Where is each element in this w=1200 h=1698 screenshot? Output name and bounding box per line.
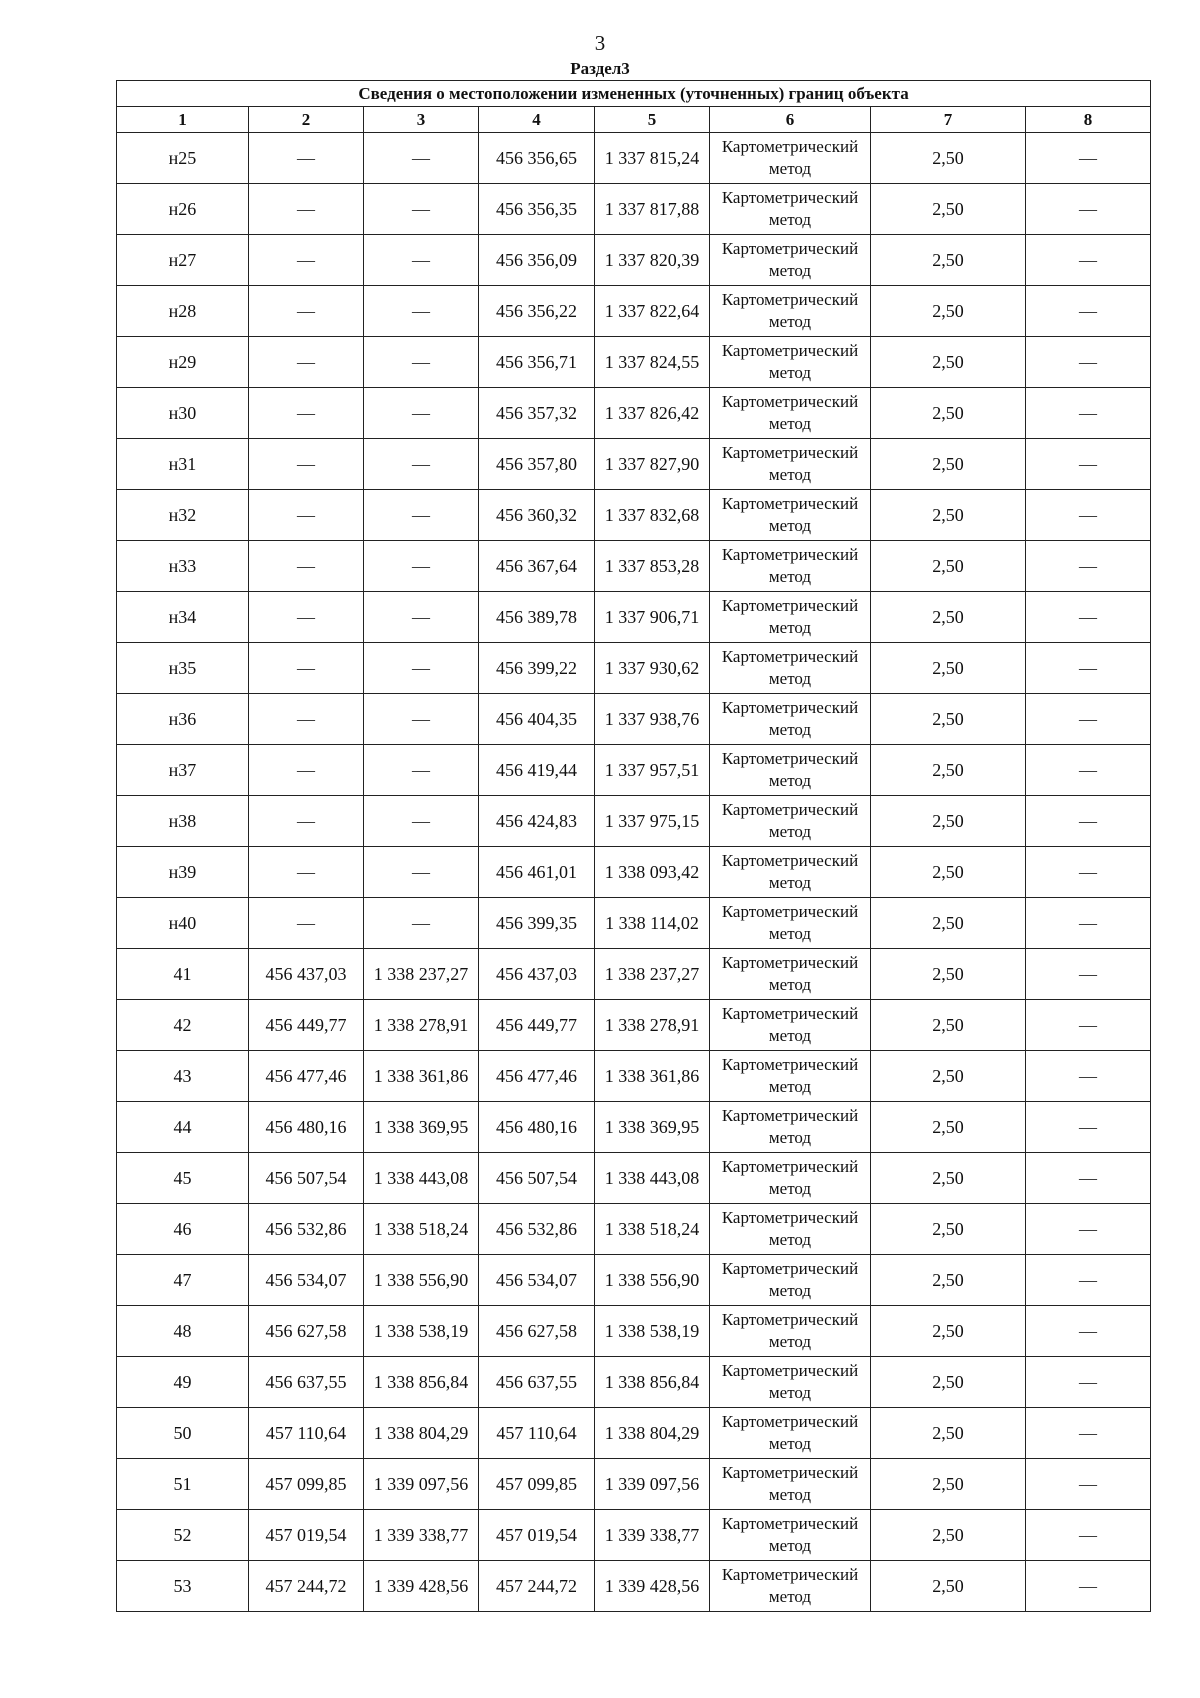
new-x-cell: 456 399,35 (479, 898, 595, 949)
new-y-cell: 1 338 237,27 (595, 949, 710, 1000)
old-x-cell: — (249, 490, 364, 541)
note-cell: — (1026, 1306, 1151, 1357)
accuracy-cell: 2,50 (871, 1153, 1026, 1204)
new-x-cell: 456 356,35 (479, 184, 595, 235)
table-caption: Сведения о местоположении измененных (уточненных) границ объекта (117, 81, 1151, 107)
table-row (117, 1255, 1151, 1306)
column-header-8: 8 (1026, 107, 1151, 133)
note-cell: — (1026, 847, 1151, 898)
accuracy-cell: 2,50 (871, 796, 1026, 847)
new-x-cell: 456 507,54 (479, 1153, 595, 1204)
new-y-cell: 1 337 824,55 (595, 337, 710, 388)
old-y-cell: — (364, 439, 479, 490)
table-row (117, 898, 1151, 949)
boundary-coordinates-table (116, 80, 1151, 1612)
old-x-cell: 457 099,85 (249, 1459, 364, 1510)
method-cell: Картометрический метод (710, 1153, 871, 1204)
note-cell: — (1026, 1000, 1151, 1051)
table-body (117, 133, 1151, 1612)
old-y-cell: — (364, 694, 479, 745)
accuracy-cell: 2,50 (871, 1408, 1026, 1459)
old-x-cell: — (249, 847, 364, 898)
column-header-7: 7 (871, 107, 1026, 133)
table-row (117, 1561, 1151, 1612)
old-y-cell: 1 338 278,91 (364, 1000, 479, 1051)
point-id-cell: н38 (117, 796, 249, 847)
old-x-cell: — (249, 796, 364, 847)
point-id-cell: н29 (117, 337, 249, 388)
point-id-cell: н37 (117, 745, 249, 796)
old-y-cell: — (364, 490, 479, 541)
note-cell: — (1026, 1459, 1151, 1510)
old-x-cell: — (249, 184, 364, 235)
accuracy-cell: 2,50 (871, 1000, 1026, 1051)
method-cell: Картометрический метод (710, 847, 871, 898)
old-x-cell: 456 532,86 (249, 1204, 364, 1255)
accuracy-cell: 2,50 (871, 133, 1026, 184)
old-y-cell: 1 338 361,86 (364, 1051, 479, 1102)
new-x-cell: 456 419,44 (479, 745, 595, 796)
accuracy-cell: 2,50 (871, 898, 1026, 949)
method-cell: Картометрический метод (710, 694, 871, 745)
method-cell: Картометрический метод (710, 1510, 871, 1561)
table-row (117, 1102, 1151, 1153)
new-x-cell: 456 356,65 (479, 133, 595, 184)
method-cell: Картометрический метод (710, 1102, 871, 1153)
column-header-4: 4 (479, 107, 595, 133)
new-x-cell: 456 360,32 (479, 490, 595, 541)
new-x-cell: 456 356,71 (479, 337, 595, 388)
new-y-cell: 1 337 938,76 (595, 694, 710, 745)
new-y-cell: 1 338 443,08 (595, 1153, 710, 1204)
old-y-cell: — (364, 592, 479, 643)
old-x-cell: — (249, 694, 364, 745)
old-y-cell: — (364, 898, 479, 949)
table-row (117, 745, 1151, 796)
old-x-cell: — (249, 133, 364, 184)
point-id-cell: н33 (117, 541, 249, 592)
new-x-cell: 456 461,01 (479, 847, 595, 898)
method-cell: Картометрический метод (710, 1561, 871, 1612)
note-cell: — (1026, 1255, 1151, 1306)
old-x-cell: 456 627,58 (249, 1306, 364, 1357)
point-id-cell: н34 (117, 592, 249, 643)
method-cell: Картометрический метод (710, 643, 871, 694)
point-id-cell: 49 (117, 1357, 249, 1408)
note-cell: — (1026, 745, 1151, 796)
old-y-cell: 1 338 237,27 (364, 949, 479, 1000)
accuracy-cell: 2,50 (871, 235, 1026, 286)
new-x-cell: 456 367,64 (479, 541, 595, 592)
old-y-cell: — (364, 184, 479, 235)
table-row (117, 235, 1151, 286)
table-row (117, 541, 1151, 592)
method-cell: Картометрический метод (710, 592, 871, 643)
old-y-cell: — (364, 133, 479, 184)
new-y-cell: 1 338 518,24 (595, 1204, 710, 1255)
new-y-cell: 1 338 114,02 (595, 898, 710, 949)
method-cell: Картометрический метод (710, 1204, 871, 1255)
old-x-cell: — (249, 388, 364, 439)
new-y-cell: 1 337 820,39 (595, 235, 710, 286)
new-x-cell: 456 356,22 (479, 286, 595, 337)
method-cell: Картометрический метод (710, 235, 871, 286)
new-y-cell: 1 338 556,90 (595, 1255, 710, 1306)
column-header-row (117, 107, 1151, 133)
old-x-cell: 456 477,46 (249, 1051, 364, 1102)
table-row (117, 694, 1151, 745)
new-y-cell: 1 339 338,77 (595, 1510, 710, 1561)
point-id-cell: 50 (117, 1408, 249, 1459)
new-y-cell: 1 337 930,62 (595, 643, 710, 694)
old-x-cell: 456 437,03 (249, 949, 364, 1000)
accuracy-cell: 2,50 (871, 490, 1026, 541)
section-title: Раздел3 (570, 59, 630, 78)
new-y-cell: 1 338 093,42 (595, 847, 710, 898)
point-id-cell: н27 (117, 235, 249, 286)
old-x-cell: — (249, 439, 364, 490)
table-row (117, 643, 1151, 694)
accuracy-cell: 2,50 (871, 745, 1026, 796)
accuracy-cell: 2,50 (871, 592, 1026, 643)
note-cell: — (1026, 439, 1151, 490)
point-id-cell: н31 (117, 439, 249, 490)
method-cell: Картометрический метод (710, 337, 871, 388)
new-y-cell: 1 337 815,24 (595, 133, 710, 184)
accuracy-cell: 2,50 (871, 694, 1026, 745)
old-y-cell: — (364, 643, 479, 694)
method-cell: Картометрический метод (710, 490, 871, 541)
new-y-cell: 1 338 538,19 (595, 1306, 710, 1357)
old-x-cell: — (249, 592, 364, 643)
point-id-cell: 41 (117, 949, 249, 1000)
accuracy-cell: 2,50 (871, 949, 1026, 1000)
old-x-cell: — (249, 745, 364, 796)
table-row (117, 388, 1151, 439)
new-x-cell: 457 019,54 (479, 1510, 595, 1561)
method-cell: Картометрический метод (710, 1255, 871, 1306)
new-y-cell: 1 337 957,51 (595, 745, 710, 796)
table-row (117, 1153, 1151, 1204)
point-id-cell: н28 (117, 286, 249, 337)
point-id-cell: н25 (117, 133, 249, 184)
accuracy-cell: 2,50 (871, 1102, 1026, 1153)
old-y-cell: — (364, 286, 479, 337)
old-y-cell: — (364, 235, 479, 286)
note-cell: — (1026, 1561, 1151, 1612)
table-row (117, 337, 1151, 388)
new-x-cell: 457 110,64 (479, 1408, 595, 1459)
old-y-cell: — (364, 541, 479, 592)
table-row (117, 1306, 1151, 1357)
old-x-cell: — (249, 235, 364, 286)
accuracy-cell: 2,50 (871, 1051, 1026, 1102)
method-cell: Картометрический метод (710, 541, 871, 592)
table-row (117, 1510, 1151, 1561)
method-cell: Картометрический метод (710, 1408, 871, 1459)
point-id-cell: 52 (117, 1510, 249, 1561)
old-y-cell: 1 338 369,95 (364, 1102, 479, 1153)
method-cell: Картометрический метод (710, 1357, 871, 1408)
note-cell: — (1026, 388, 1151, 439)
old-y-cell: — (364, 745, 479, 796)
note-cell: — (1026, 796, 1151, 847)
accuracy-cell: 2,50 (871, 1204, 1026, 1255)
note-cell: — (1026, 1204, 1151, 1255)
old-y-cell: 1 338 443,08 (364, 1153, 479, 1204)
table-row (117, 1000, 1151, 1051)
point-id-cell: 43 (117, 1051, 249, 1102)
old-x-cell: 456 480,16 (249, 1102, 364, 1153)
table-row (117, 1051, 1151, 1102)
new-x-cell: 456 356,09 (479, 235, 595, 286)
new-y-cell: 1 338 361,86 (595, 1051, 710, 1102)
method-cell: Картометрический метод (710, 1051, 871, 1102)
new-y-cell: 1 338 804,29 (595, 1408, 710, 1459)
old-x-cell: — (249, 643, 364, 694)
new-x-cell: 456 389,78 (479, 592, 595, 643)
old-x-cell: — (249, 898, 364, 949)
point-id-cell: 44 (117, 1102, 249, 1153)
new-y-cell: 1 337 975,15 (595, 796, 710, 847)
column-header-1: 1 (117, 107, 249, 133)
old-y-cell: 1 338 518,24 (364, 1204, 479, 1255)
method-cell: Картометрический метод (710, 133, 871, 184)
accuracy-cell: 2,50 (871, 1561, 1026, 1612)
note-cell: — (1026, 337, 1151, 388)
note-cell: — (1026, 949, 1151, 1000)
accuracy-cell: 2,50 (871, 184, 1026, 235)
new-x-cell: 457 099,85 (479, 1459, 595, 1510)
table-row (117, 490, 1151, 541)
table-row (117, 592, 1151, 643)
table-row (117, 796, 1151, 847)
new-x-cell: 456 437,03 (479, 949, 595, 1000)
column-header-6: 6 (710, 107, 871, 133)
column-header-5: 5 (595, 107, 710, 133)
note-cell: — (1026, 235, 1151, 286)
note-cell: — (1026, 490, 1151, 541)
new-x-cell: 456 477,46 (479, 1051, 595, 1102)
table-row (117, 1459, 1151, 1510)
old-y-cell: 1 339 428,56 (364, 1561, 479, 1612)
old-x-cell: 456 449,77 (249, 1000, 364, 1051)
point-id-cell: н40 (117, 898, 249, 949)
point-id-cell: 47 (117, 1255, 249, 1306)
note-cell: — (1026, 1357, 1151, 1408)
new-y-cell: 1 338 278,91 (595, 1000, 710, 1051)
new-y-cell: 1 337 826,42 (595, 388, 710, 439)
point-id-cell: 45 (117, 1153, 249, 1204)
point-id-cell: н36 (117, 694, 249, 745)
point-id-cell: 42 (117, 1000, 249, 1051)
new-y-cell: 1 337 817,88 (595, 184, 710, 235)
table-row (117, 439, 1151, 490)
method-cell: Картометрический метод (710, 949, 871, 1000)
old-x-cell: — (249, 337, 364, 388)
new-x-cell: 456 424,83 (479, 796, 595, 847)
new-y-cell: 1 337 827,90 (595, 439, 710, 490)
old-y-cell: 1 339 338,77 (364, 1510, 479, 1561)
column-header-3: 3 (364, 107, 479, 133)
old-x-cell: 456 637,55 (249, 1357, 364, 1408)
note-cell: — (1026, 1153, 1151, 1204)
new-x-cell: 456 532,86 (479, 1204, 595, 1255)
old-x-cell: — (249, 286, 364, 337)
old-y-cell: — (364, 337, 479, 388)
new-y-cell: 1 337 832,68 (595, 490, 710, 541)
method-cell: Картометрический метод (710, 1459, 871, 1510)
method-cell: Картометрический метод (710, 388, 871, 439)
new-x-cell: 456 627,58 (479, 1306, 595, 1357)
point-id-cell: н30 (117, 388, 249, 439)
page-number: 3 (594, 31, 606, 55)
table-row (117, 847, 1151, 898)
note-cell: — (1026, 694, 1151, 745)
table-row (117, 1408, 1151, 1459)
table-row (117, 286, 1151, 337)
new-x-cell: 456 637,55 (479, 1357, 595, 1408)
new-x-cell: 456 480,16 (479, 1102, 595, 1153)
table-row (117, 1204, 1151, 1255)
accuracy-cell: 2,50 (871, 439, 1026, 490)
note-cell: — (1026, 1408, 1151, 1459)
accuracy-cell: 2,50 (871, 1459, 1026, 1510)
note-cell: — (1026, 184, 1151, 235)
table-row (117, 133, 1151, 184)
method-cell: Картометрический метод (710, 898, 871, 949)
note-cell: — (1026, 1051, 1151, 1102)
old-x-cell: 456 534,07 (249, 1255, 364, 1306)
point-id-cell: н39 (117, 847, 249, 898)
note-cell: — (1026, 898, 1151, 949)
point-id-cell: 51 (117, 1459, 249, 1510)
point-id-cell: н35 (117, 643, 249, 694)
note-cell: — (1026, 286, 1151, 337)
note-cell: — (1026, 592, 1151, 643)
old-x-cell: 457 110,64 (249, 1408, 364, 1459)
old-y-cell: — (364, 847, 479, 898)
old-y-cell: 1 338 556,90 (364, 1255, 479, 1306)
method-cell: Картометрический метод (710, 796, 871, 847)
new-y-cell: 1 339 097,56 (595, 1459, 710, 1510)
accuracy-cell: 2,50 (871, 388, 1026, 439)
new-y-cell: 1 339 428,56 (595, 1561, 710, 1612)
table-row (117, 184, 1151, 235)
old-x-cell: 457 244,72 (249, 1561, 364, 1612)
table-row (117, 1357, 1151, 1408)
column-header-2: 2 (249, 107, 364, 133)
method-cell: Картометрический метод (710, 1000, 871, 1051)
old-x-cell: — (249, 541, 364, 592)
table-row (117, 949, 1151, 1000)
old-y-cell: 1 338 538,19 (364, 1306, 479, 1357)
point-id-cell: н32 (117, 490, 249, 541)
accuracy-cell: 2,50 (871, 1357, 1026, 1408)
new-x-cell: 456 357,80 (479, 439, 595, 490)
accuracy-cell: 2,50 (871, 541, 1026, 592)
old-y-cell: 1 338 856,84 (364, 1357, 479, 1408)
old-x-cell: 457 019,54 (249, 1510, 364, 1561)
note-cell: — (1026, 1102, 1151, 1153)
accuracy-cell: 2,50 (871, 1510, 1026, 1561)
new-y-cell: 1 337 906,71 (595, 592, 710, 643)
accuracy-cell: 2,50 (871, 1306, 1026, 1357)
point-id-cell: 46 (117, 1204, 249, 1255)
accuracy-cell: 2,50 (871, 286, 1026, 337)
note-cell: — (1026, 643, 1151, 694)
new-y-cell: 1 338 369,95 (595, 1102, 710, 1153)
accuracy-cell: 2,50 (871, 1255, 1026, 1306)
note-cell: — (1026, 541, 1151, 592)
old-y-cell: — (364, 388, 479, 439)
accuracy-cell: 2,50 (871, 847, 1026, 898)
note-cell: — (1026, 1510, 1151, 1561)
method-cell: Картометрический метод (710, 1306, 871, 1357)
new-x-cell: 456 404,35 (479, 694, 595, 745)
accuracy-cell: 2,50 (871, 337, 1026, 388)
method-cell: Картометрический метод (710, 745, 871, 796)
method-cell: Картометрический метод (710, 184, 871, 235)
old-y-cell: 1 339 097,56 (364, 1459, 479, 1510)
new-x-cell: 456 534,07 (479, 1255, 595, 1306)
old-x-cell: 456 507,54 (249, 1153, 364, 1204)
old-y-cell: 1 338 804,29 (364, 1408, 479, 1459)
point-id-cell: 48 (117, 1306, 249, 1357)
point-id-cell: н26 (117, 184, 249, 235)
new-y-cell: 1 337 822,64 (595, 286, 710, 337)
accuracy-cell: 2,50 (871, 643, 1026, 694)
new-x-cell: 456 449,77 (479, 1000, 595, 1051)
old-y-cell: — (364, 796, 479, 847)
method-cell: Картометрический метод (710, 439, 871, 490)
new-x-cell: 457 244,72 (479, 1561, 595, 1612)
method-cell: Картометрический метод (710, 286, 871, 337)
note-cell: — (1026, 133, 1151, 184)
new-y-cell: 1 338 856,84 (595, 1357, 710, 1408)
new-x-cell: 456 357,32 (479, 388, 595, 439)
new-y-cell: 1 337 853,28 (595, 541, 710, 592)
point-id-cell: 53 (117, 1561, 249, 1612)
new-x-cell: 456 399,22 (479, 643, 595, 694)
